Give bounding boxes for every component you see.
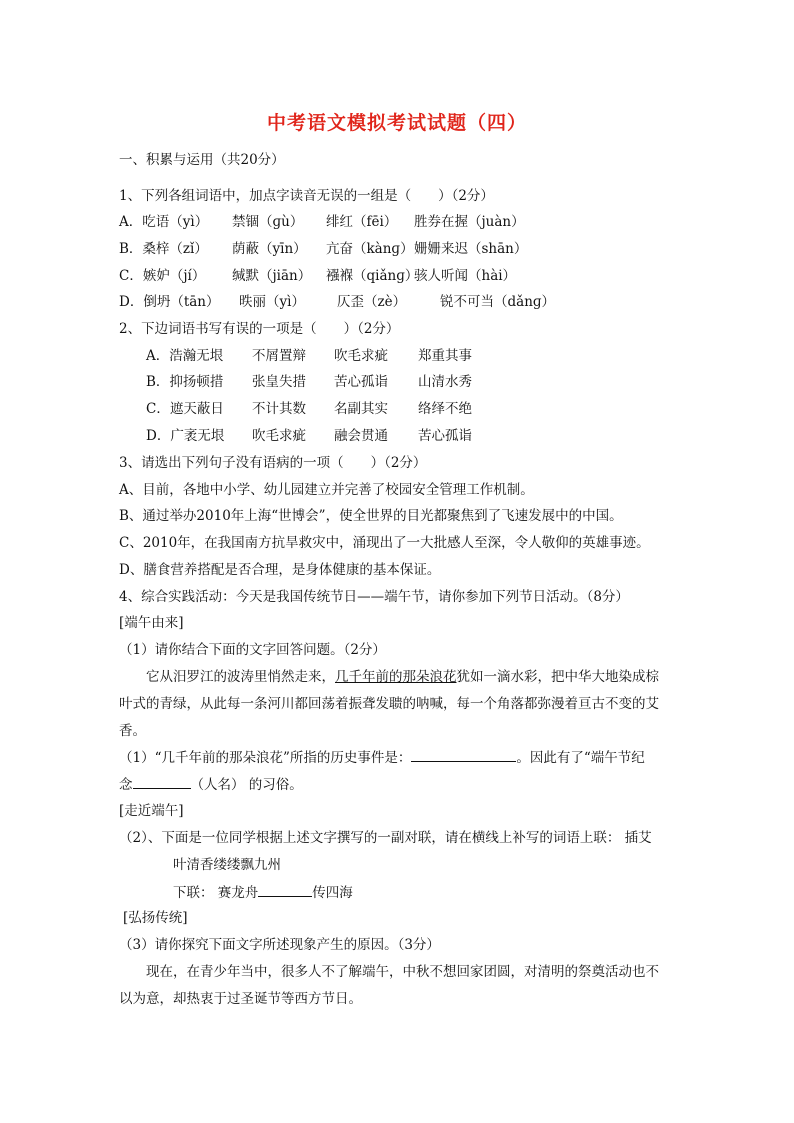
question-3-option-a: A、目前，各地中小学、幼儿园建立并完善了校园安全管理工作机制。 [119, 482, 534, 498]
option-item: 姗姗来迟（shān） [414, 241, 528, 257]
option-item: C．遮天蔽日 [146, 401, 224, 417]
option-item: 昳丽（yì） [239, 294, 305, 310]
fill-prompt: （人名） 的习俗。 [190, 777, 303, 793]
option-item: 骇人听闻（hài） [414, 268, 517, 284]
option-item: 不屑置辩 [252, 348, 306, 364]
couplet-lower [173, 882, 353, 903]
option-item: 仄歪（zè） [337, 294, 407, 310]
question-1-option-a [119, 212, 525, 232]
option-item: 亢奋（kànɡ） [326, 241, 414, 257]
question-4-stem: 4、综合实践活动：今天是我国传统节日——端午节，请你参加下列节日活动。（8分） [119, 589, 629, 605]
couplet-text: 下联： 赛龙舟 [173, 885, 259, 901]
question-2-option-a [146, 346, 472, 366]
question-2-option-c [146, 399, 472, 419]
option-item: 禁锢（ɡù） [232, 214, 304, 230]
option-item: C．嫉妒（jí） [119, 268, 206, 284]
fill-prompt: 。因此有了“端午节纪 [516, 750, 645, 766]
fill-prompt: （1）“几千年前的那朵浪花”所指的历史事件是： [119, 750, 412, 766]
option-item: 张皇失措 [252, 374, 306, 390]
question-3-option-d: D、膳食营养搭配是否合理，是身体健康的基本保证。 [119, 562, 441, 578]
option-item: D．倒坍（tān） [119, 294, 220, 310]
question-2-option-b [146, 372, 472, 392]
option-item: 融会贯通 [334, 428, 388, 444]
sub-question-2: （2）、下面是一位同学根据上述文字撰写的一副对联，请在横线上补写的词语上联： 插艾 [119, 830, 652, 846]
passage-line: 现在，在青少年当中，很多人不了解端午，中秋不想回家团圆，对清明的祭奠活动也不 [146, 964, 659, 980]
question-3-option-b: B、通过举办2010年上海“世博会”，使全世界的目光都聚焦到了飞速发展中的中国。 [119, 508, 623, 524]
answer-blank[interactable] [411, 747, 516, 762]
fill-prompt: 念 [119, 777, 133, 793]
option-item: 苦心孤诣 [334, 374, 388, 390]
option-item: 苦心孤诣 [418, 428, 472, 444]
page-title: 中考语文模拟考试试题（四） [266, 112, 527, 134]
question-1-option-d [119, 292, 555, 312]
option-item: 山清水秀 [418, 374, 472, 390]
option-item: 胜券在握（juàn） [414, 214, 525, 230]
option-item: B．抑扬顿措 [146, 374, 224, 390]
question-1-option-c [119, 266, 516, 286]
option-item: A．浩瀚无垠 [146, 348, 224, 364]
answer-blank[interactable] [133, 774, 191, 789]
couplet-text: 传四海 [312, 885, 353, 901]
option-item: 吹毛求疵 [252, 428, 306, 444]
option-item: 吹毛求疵 [334, 348, 388, 364]
option-item: 郑重其事 [418, 348, 472, 364]
question-2-stem: 2、下边词语书写有误的一项是（ ）（2分） [119, 321, 400, 337]
subsection-heading: [端午由来] [119, 615, 184, 631]
option-item: 不计其数 [252, 401, 306, 417]
question-1-option-b [119, 239, 527, 259]
option-item: 荫蔽（yīn） [232, 241, 307, 257]
option-item: D．广袤无垠 [146, 428, 225, 444]
passage-line: 叶式的青绿，从此每一条河川都回荡着振聋发聩的呐喊，每一个角落都弥漫着亘古不变的艾 [119, 696, 659, 712]
passage-text: 它从汨罗江的波涛里悄然走来， [146, 669, 335, 685]
passage-line: 以为意，却热衷于过圣诞节等西方节日。 [119, 991, 362, 1007]
passage-line: 香。 [119, 723, 146, 739]
option-item: 名副其实 [334, 401, 388, 417]
option-item: 襁褓（qiǎnɡ） [326, 268, 419, 284]
passage-line [146, 667, 659, 687]
option-item: 缄默（jiān） [232, 268, 312, 284]
question-1-stem: 1、下列各组词语中，加点字读音无误的一组是（ ）（2分） [119, 188, 494, 204]
fill-in-line [119, 774, 303, 795]
option-item: 络绎不绝 [418, 401, 472, 417]
subsection-heading: [走近端午] [119, 803, 184, 819]
option-item: 绯红（fēi） [326, 214, 398, 230]
option-item: B．桑梓（zǐ） [119, 241, 208, 257]
couplet-upper: 叶清香缕缕飘九州 [173, 857, 281, 873]
question-2-option-d [146, 426, 472, 446]
underlined-phrase: 几千年前的那朵浪花 [335, 669, 457, 685]
question-3-option-c: C、2010年，在我国南方抗旱救灾中，涌现出了一大批感人至深，令人敬仰的英雄事迹。 [119, 535, 650, 551]
passage-text: 犹如一滴水彩，把中华大地染成棕 [456, 669, 659, 685]
fill-in-line [119, 747, 645, 768]
sub-question-3: （3）请你探究下面文字所述现象产生的原因。（3分） [119, 937, 440, 953]
option-item: A．吃语（yì） [119, 214, 209, 230]
section-heading: 一、积累与运用（共20分） [119, 152, 285, 168]
subsection-heading: [弘扬传统] [123, 910, 188, 926]
answer-blank[interactable] [258, 882, 312, 897]
sub-question-1: （1）请你结合下面的文字回答问题。（2分） [119, 642, 386, 658]
option-item: 锐不可当（dǎnɡ） [440, 294, 556, 310]
question-3-stem: 3、请选出下列句子没有语病的一项（ ）（2分） [119, 455, 427, 471]
